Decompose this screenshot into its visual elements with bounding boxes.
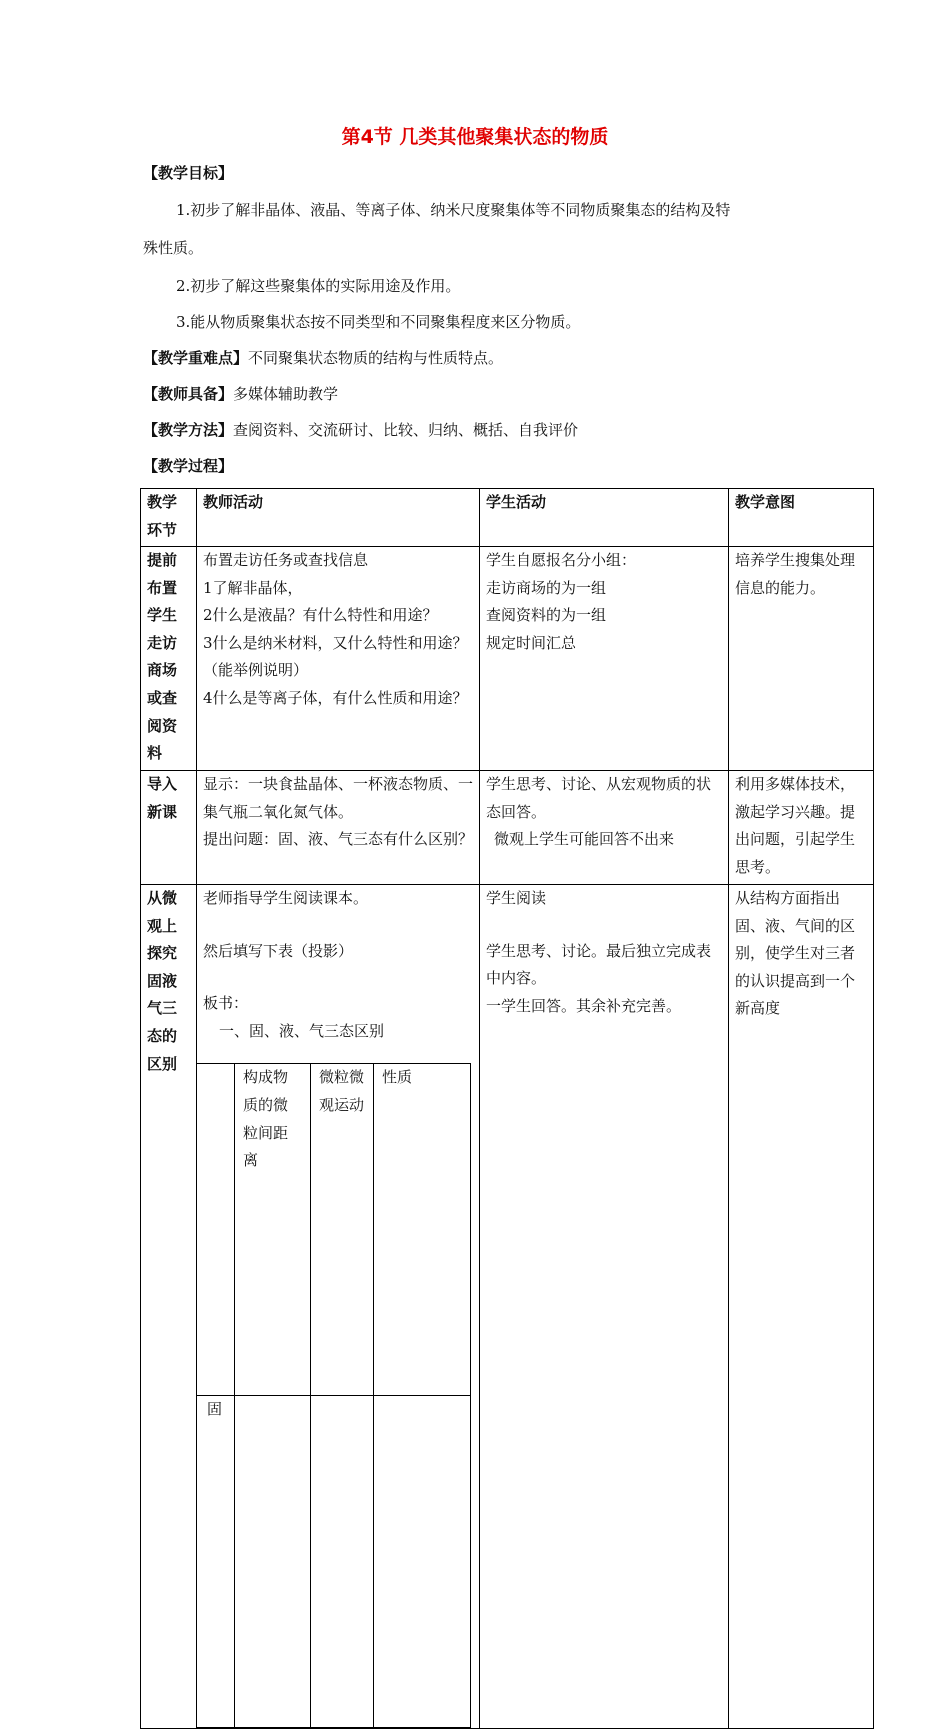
inner-header-motion: 微粒微观运动	[311, 1064, 374, 1396]
objective-1-line-1: 1.初步了解非晶体、液晶、等离子体、纳米尺度聚集体等不同物质聚集态的结构及特	[176, 201, 731, 219]
objective-1-line-2: 殊性质。	[143, 239, 204, 257]
row3-student	[480, 885, 729, 1729]
prep-line	[143, 384, 338, 404]
inner-header-distance: 构成物质的微粒间距离	[235, 1064, 311, 1396]
row3-teacher-line: 一、固、液、气三态区别	[219, 1021, 385, 1040]
table-header-row	[141, 489, 874, 547]
table-row	[141, 885, 874, 1729]
header-student: 学生活动	[480, 489, 729, 547]
row2-teacher-line: 显示：一块食盐晶体、一杯液态物质、一集气瓶二氧化氮气体。	[203, 775, 474, 821]
keypoints-label: 【教学重难点】	[143, 349, 249, 367]
row1-teacher	[197, 547, 480, 771]
row3-teacher	[197, 885, 480, 1729]
teaching-process-table	[140, 488, 874, 1729]
row3-teacher-line: 板书：	[203, 994, 249, 1013]
prep-text: 多媒体辅助教学	[233, 385, 339, 403]
header-intent: 教学意图	[729, 489, 874, 547]
row1-teacher-line: 2什么是液晶？有什么特性和用途？	[203, 606, 438, 625]
page-title: 第4节 几类其他聚集状态的物质	[341, 126, 609, 148]
row1-stage: 提前布置学生走访商场或查阅资料	[141, 547, 197, 771]
inner-row-solid	[197, 1396, 471, 1728]
row3-stage: 从微观上探究固液气三态的区别	[141, 885, 197, 1729]
row1-student-line: 查阅资料的为一组	[486, 606, 607, 625]
methods-text: 查阅资料、交流研讨、比较、归纳、概括、自我评价	[233, 421, 579, 439]
row2-student-line: 学生思考、讨论、从宏观物质的状态回答。	[486, 775, 712, 821]
row3-teacher-line: 然后填写下表（投影）	[203, 941, 354, 960]
row2-student-line: 微观上学生可能回答不出来	[494, 830, 675, 849]
row1-student-line: 学生自愿报名分小组：	[486, 551, 637, 569]
inner-cell	[235, 1396, 311, 1728]
row1-teacher-line: 1了解非晶体，	[203, 578, 303, 597]
states-comparison-table	[196, 1063, 471, 1728]
inner-corner-cell	[197, 1064, 235, 1396]
row1-teacher-line: 4什么是等离子体，有什么性质和用途？	[203, 688, 468, 707]
prep-label: 【教师具备】	[143, 385, 234, 403]
methods-line	[143, 420, 578, 440]
inner-header-row	[197, 1064, 471, 1396]
row1-teacher-line: 布置走访任务或查找信息	[203, 551, 369, 569]
methods-label: 【教学方法】	[143, 421, 234, 439]
row2-stage: 导入新课	[141, 771, 197, 885]
row1-teacher-line: 3什么是纳米材料，又什么特性和用途？（能举例说明）	[203, 633, 468, 680]
header-stage: 教学环节	[141, 489, 197, 547]
row3-student-line: 一学生回答。其余补充完善。	[486, 996, 682, 1015]
inner-cell	[374, 1396, 471, 1728]
table-row	[141, 771, 874, 885]
objectives-heading: 【教学目标】	[143, 164, 234, 182]
row1-intent: 培养学生搜集处理信息的能力。	[729, 547, 874, 771]
inner-row-label: 固	[197, 1396, 235, 1728]
row3-student-line: 学生思考、讨论。最后独立完成表中内容。	[486, 941, 712, 988]
row2-intent: 利用多媒体技术，激起学习兴趣。提出问题，引起学生思考。	[729, 771, 874, 885]
row3-intent: 从结构方面指出固、液、气间的区别，使学生对三者的认识提高到一个新高度	[729, 885, 874, 1729]
inner-cell	[311, 1396, 374, 1728]
inner-header-property: 性质	[374, 1064, 471, 1396]
row1-student-line: 规定时间汇总	[486, 633, 577, 652]
process-heading: 【教学过程】	[143, 457, 234, 475]
row3-teacher-line: 老师指导学生阅读课本。	[203, 889, 369, 907]
keypoints-line	[143, 348, 503, 368]
objective-3: 3.能从物质聚集状态按不同类型和不同聚集程度来区分物质。	[176, 313, 581, 331]
table-row	[141, 547, 874, 771]
row2-student	[480, 771, 729, 885]
row1-student-line: 走访商场的为一组	[486, 578, 607, 597]
row1-student	[480, 547, 729, 771]
row2-teacher	[197, 771, 480, 885]
objective-2: 2.初步了解这些聚集体的实际用途及作用。	[176, 277, 461, 295]
row3-student-line: 学生阅读	[486, 889, 547, 907]
row2-teacher-line: 提出问题：固、液、气三态有什么区别？	[203, 830, 474, 849]
header-teacher: 教师活动	[197, 489, 480, 547]
keypoints-text: 不同聚集状态物质的结构与性质特点。	[248, 349, 504, 367]
